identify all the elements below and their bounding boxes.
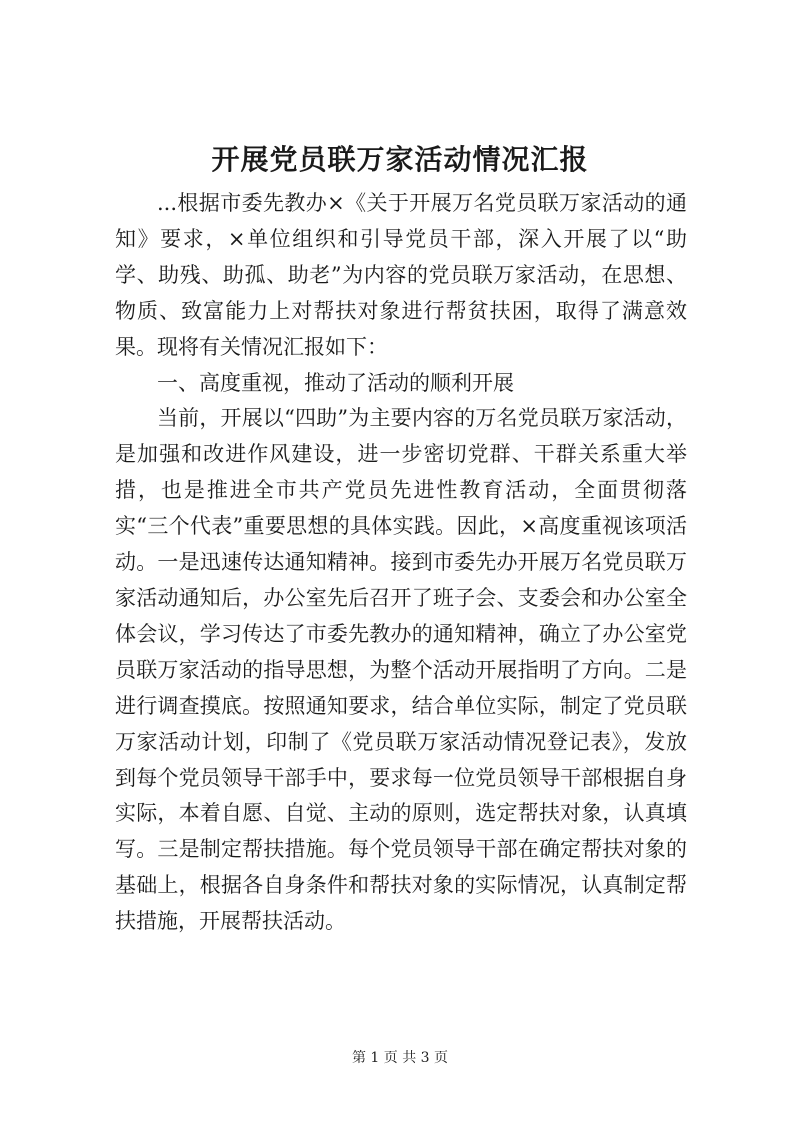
body-paragraph: 当前，开展以“四助”为主要内容的万名党员联万家活动，是加强和改进作风建设，进一步密切党群、干群关系重大举措，也是推进全市共产党员先进性教育活动，全面贯彻落实“三个代表”重要思想的具体实践。因此，×高度重视该项活动。一是迅速传达通知精神。接到市委先办开展万名党员联万家活动通知后，办公室先后召开了班子会、支委会和办公室全体会议，学习传达了市委先教办的通知精神，确立了办公室党员联万家活动的指导思想，为整个活动开展指明了方向。二是进行调查摸底。按照通知要求，结合单位实际，制定了党员联万家活动计划，印制了《党员联万家活动情况登记表》，发放到每个党员领导干部手中，要求每一位党员领导干部根据自身实际，本着自愿、自觉、主动的原则，选定帮扶对象，认真填写。三是制定帮扶措施。每个党员领导干部在确定帮扶对象的基础上，根据各自身条件和帮扶对象的实际情况，认真制定帮扶措施，开展帮扶活动。: [115, 406, 687, 934]
document-body: [115, 186, 687, 940]
page-number-footer: 第 1 页 共 3 页: [351, 1050, 449, 1066]
intro-paragraph: ...根据市委先教办×《关于开展万名党员联万家活动的通知》要求，×单位组织和引导党员干部，深入开展了以“助学、助残、助孤、助老”为内容的党员联万家活动，在思想、物质、致富能力上对帮扶对象进行帮贫扶困，取得了满意效果。现将有关情况汇报如下：: [115, 191, 687, 359]
section-heading: 一、高度重视，推动了活动的顺利开展: [157, 370, 514, 395]
document-title: 开展党员联万家活动情况汇报: [211, 143, 589, 176]
